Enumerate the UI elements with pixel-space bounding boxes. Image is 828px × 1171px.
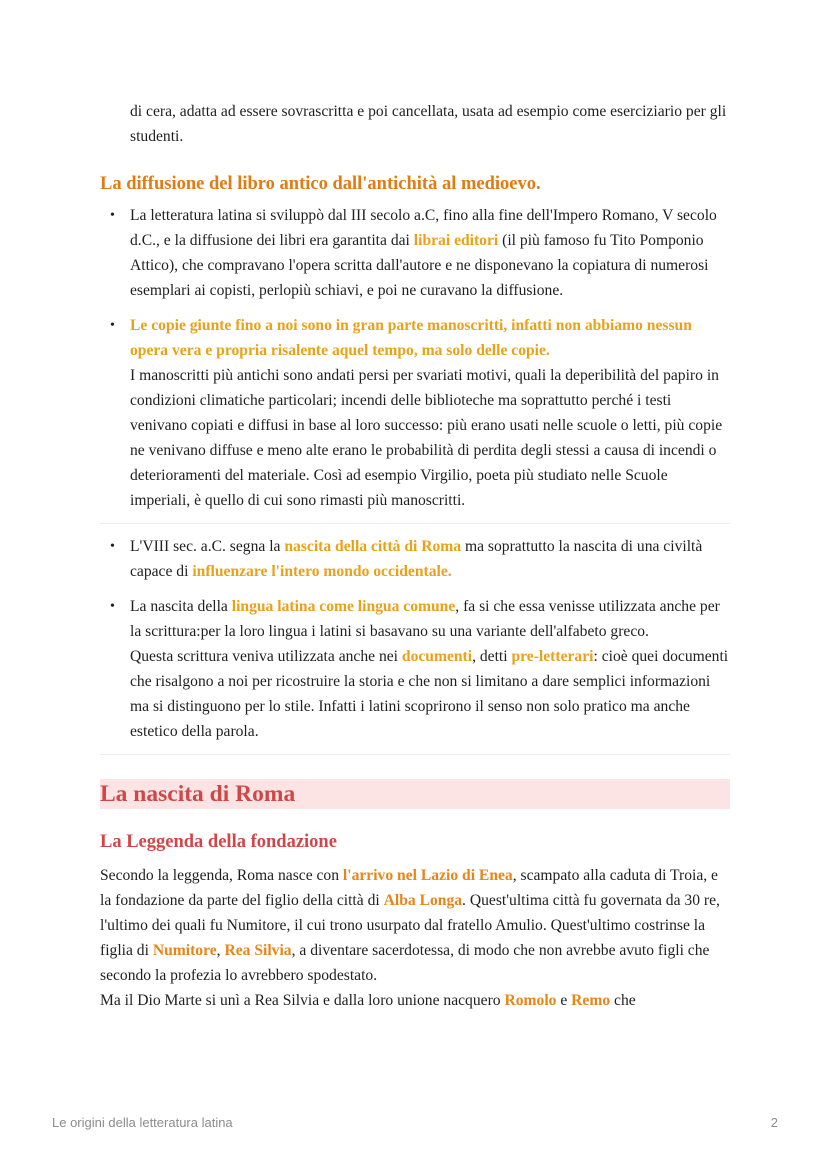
highlight: influenzare l'intero mondo occidentale. <box>192 563 452 580</box>
text: , fa si che essa venisse utilizzata anche per la scrittura:per la loro lingua i latini si basavano su una variante dell'alfabeto greco. <box>130 598 720 640</box>
highlight: Rea Silvia <box>224 942 292 959</box>
text: ma soprattutto la nascita di una civiltà capace di <box>130 538 703 580</box>
list-item <box>100 203 730 303</box>
body-paragraph <box>100 863 730 1013</box>
highlight: Le copie giunte fino a noi sono in gran parte manoscritti, infatti non abbiamo nessun opera vera e propria risalente aquel tempo, ma solo delle copie. <box>130 317 692 359</box>
highlight: Alba Longa <box>383 892 463 909</box>
text: , <box>216 942 225 959</box>
highlight: Romolo <box>504 992 557 1009</box>
text: (il più famoso fu Tito Pomponio Attico), che compravano l'opera scritta dall'autore e ne disponevano la copiatura di numerosi esemplari ai copisti, perlopiù schiavi, e poi ne curavano la diffusione. <box>130 232 709 299</box>
text: e <box>556 992 572 1009</box>
text: : cioè quei documenti che risalgono a noi per ricostruire la storia e che non si limitano a dare semplici informazioni ma si distinguono per lo stile. Infatti i latini scoprirono il senso non solo pratico ma anche estetico della parola. <box>130 648 729 740</box>
chapter-banner: La nascita di Roma <box>100 779 730 809</box>
highlight: documenti <box>401 648 473 665</box>
text: Questa scrittura veniva utilizzata anche nei <box>130 648 402 665</box>
bullet-list <box>100 534 730 744</box>
text: , a diventare sacerdotessa, di modo che non avrebbe avuto figli che secondo la profezia lo avrebbero spodestato. <box>100 942 710 984</box>
bullet-list <box>100 203 730 513</box>
divider <box>100 754 730 755</box>
text: I manoscritti più antichi sono andati persi per svariati motivi, quali la deperibilità del papiro in condizioni climatiche particolari; incendi delle biblioteche ma soprattutto perché i testi venivano copiati e diffusi in base al loro successo: più erano usati nelle scuole o letti, più copie ne venivano diffuse e meno alte erano le probabilità di perdita degli stessi a causa di incendi o deterioramenti del materiale. Così ad esempio Virgilio, poeta più studiato nelle Scuole imperiali, è quello di cui sono rimasti più manoscritti. <box>130 367 723 509</box>
highlight: pre-letterari <box>511 648 594 665</box>
list-item <box>100 594 730 744</box>
highlight: librai editori <box>413 232 499 249</box>
page-number: 2 <box>770 1115 778 1130</box>
text: . Quest'ultima città fu governata da 30 re, l'ultimo dei quali fu Numitore, il cui trono usurpato dal fratello Amulio. Quest'ultimo costrinse la figlia di <box>100 892 720 959</box>
footer-title: Le origini della letteratura latina <box>52 1115 233 1130</box>
divider <box>100 523 730 524</box>
highlight: Numitore <box>152 942 217 959</box>
document-content <box>100 99 730 1013</box>
text: La letteratura latina si sviluppò dal III secolo a.C, fino alla fine dell'Impero Romano, V secolo d.C., e la diffusione dei libri era garantita dai <box>130 207 717 249</box>
intro-paragraph: di cera, adatta ad essere sovrascritta e poi cancellata, usata ad esempio come eserciziario per gli studenti. <box>130 103 727 145</box>
section-heading: La diffusione del libro antico dall'antichità al medioevo. <box>100 174 541 194</box>
highlight: lingua latina come lingua comune <box>231 598 456 615</box>
list-item <box>100 534 730 584</box>
text: L'VIII sec. a.C. segna la <box>130 538 285 555</box>
text: Ma il Dio Marte si unì a Rea Silvia e dalla loro unione nacquero <box>100 992 505 1009</box>
text: , detti <box>472 648 512 665</box>
highlight: nascita della città di Roma <box>284 538 462 555</box>
text: Secondo la leggenda, Roma nasce con <box>100 867 343 884</box>
highlight: Remo <box>571 992 611 1009</box>
text: , scampato alla caduta di Troia, e la fondazione da parte del figlio della città di <box>100 867 718 909</box>
subsection-heading: La Leggenda della fondazione <box>100 832 337 852</box>
text: che <box>610 992 636 1009</box>
text: La nascita della <box>130 598 232 615</box>
highlight: l'arrivo nel Lazio di Enea <box>342 867 513 884</box>
list-item <box>100 313 730 513</box>
